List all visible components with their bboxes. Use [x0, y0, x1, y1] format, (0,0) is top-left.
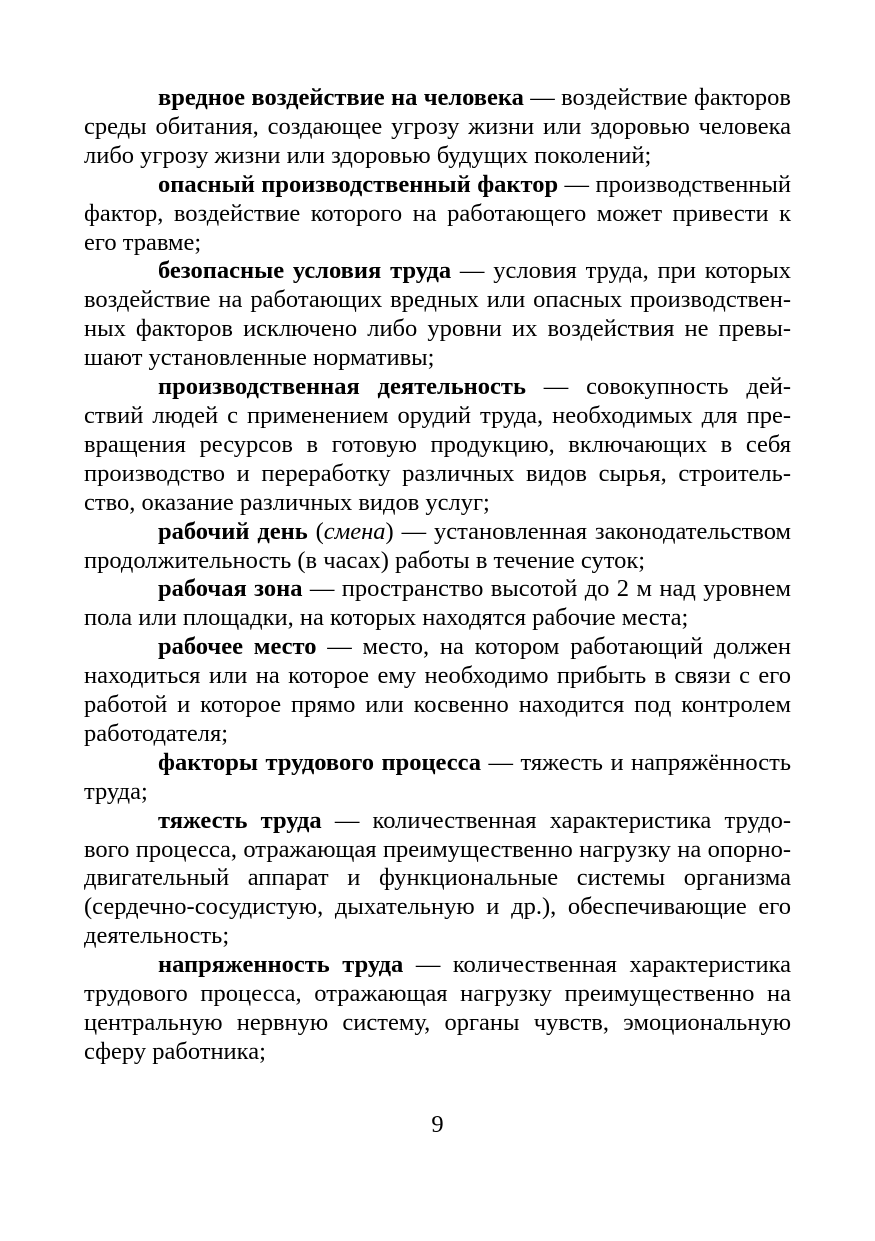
glossary-entry — [84, 633, 791, 749]
glossary-term: напряженность труда — [158, 951, 404, 979]
glossary-entry — [84, 171, 791, 258]
glossary-definition: — количественная характеристика трудового процесса, отражающая преимущественно нагрузку на опорно-двигательный аппарат и функциональные системы организма (сердечно-сосудистую, дыхательную и др.), обеспечивающие его деятельность; — [84, 806, 791, 950]
glossary-definition: — пространство высотой до 2 м над уровнем пола или площадки, на которых находятся рабочие места; — [84, 575, 792, 632]
glossary-definition: — производственный фактор, воздействие которого на работающего может привести к его травме; — [84, 170, 791, 256]
glossary-definition: — тяжесть и напряжённость труда; — [84, 748, 791, 805]
glossary-term: рабочее место — [158, 633, 317, 661]
glossary-definition: — место, на котором работающий должен находиться или на которое ему необходимо прибыть в связи с его работой и которое прямо или косвенно находится под контролем работодателя; — [84, 633, 791, 747]
glossary-term: тяжесть труда — [158, 806, 322, 834]
glossary-term: производственная деятельность — [158, 373, 526, 401]
glossary-term: рабочий день — [158, 517, 308, 545]
glossary-term-note-open: ( — [307, 517, 324, 545]
glossary-term-note: смена — [323, 517, 386, 545]
glossary-term: вредное воздействие на человека — [158, 84, 524, 111]
glossary-term: факторы трудового процесса — [158, 748, 482, 776]
glossary-term: безопасные условия труда — [158, 257, 452, 285]
glossary-definition: — воздействие факторов среды обитания, создающее угрозу жизни или здоровью человека либо угрозу жизни или здоровью будущих поколений; — [84, 84, 791, 169]
glossary-entry — [84, 749, 791, 807]
page-number: 9 — [431, 1111, 444, 1138]
glossary-definition: — совокупность действий людей с применением орудий труда, необходимых для превращения ресурсов в готовую продукцию, включающих в себя производство и переработку различных видов сырья, строительство, оказание различных видов услуг; — [84, 373, 791, 516]
glossary-text — [84, 84, 791, 1067]
glossary-entry — [84, 84, 791, 171]
glossary-definition: — количественная характеристика трудового процесса, отражающая нагрузку преимущественно на центральную нервную систему, органы чувств, эмоциональную сферу работника; — [84, 951, 791, 1065]
glossary-term: рабочая зона — [158, 575, 303, 603]
glossary-entry — [84, 807, 791, 952]
glossary-entry — [84, 257, 791, 373]
glossary-definition: — условия труда, при которых воздействие на работающих вредных или опасных производственных факторов исключено либо уровни их воздействия не превышают установленные нормативы; — [84, 257, 791, 372]
glossary-entry — [84, 373, 791, 518]
glossary-entry — [84, 518, 791, 576]
glossary-term: опасный производственный фактор — [158, 170, 559, 198]
glossary-entry — [84, 575, 791, 633]
glossary-entry — [84, 951, 791, 1067]
glossary-term-note-close: ) — [385, 517, 394, 545]
glossary-definition: — установленная законодательством продолжительность (в часах) работы в течение суток; — [84, 517, 791, 574]
